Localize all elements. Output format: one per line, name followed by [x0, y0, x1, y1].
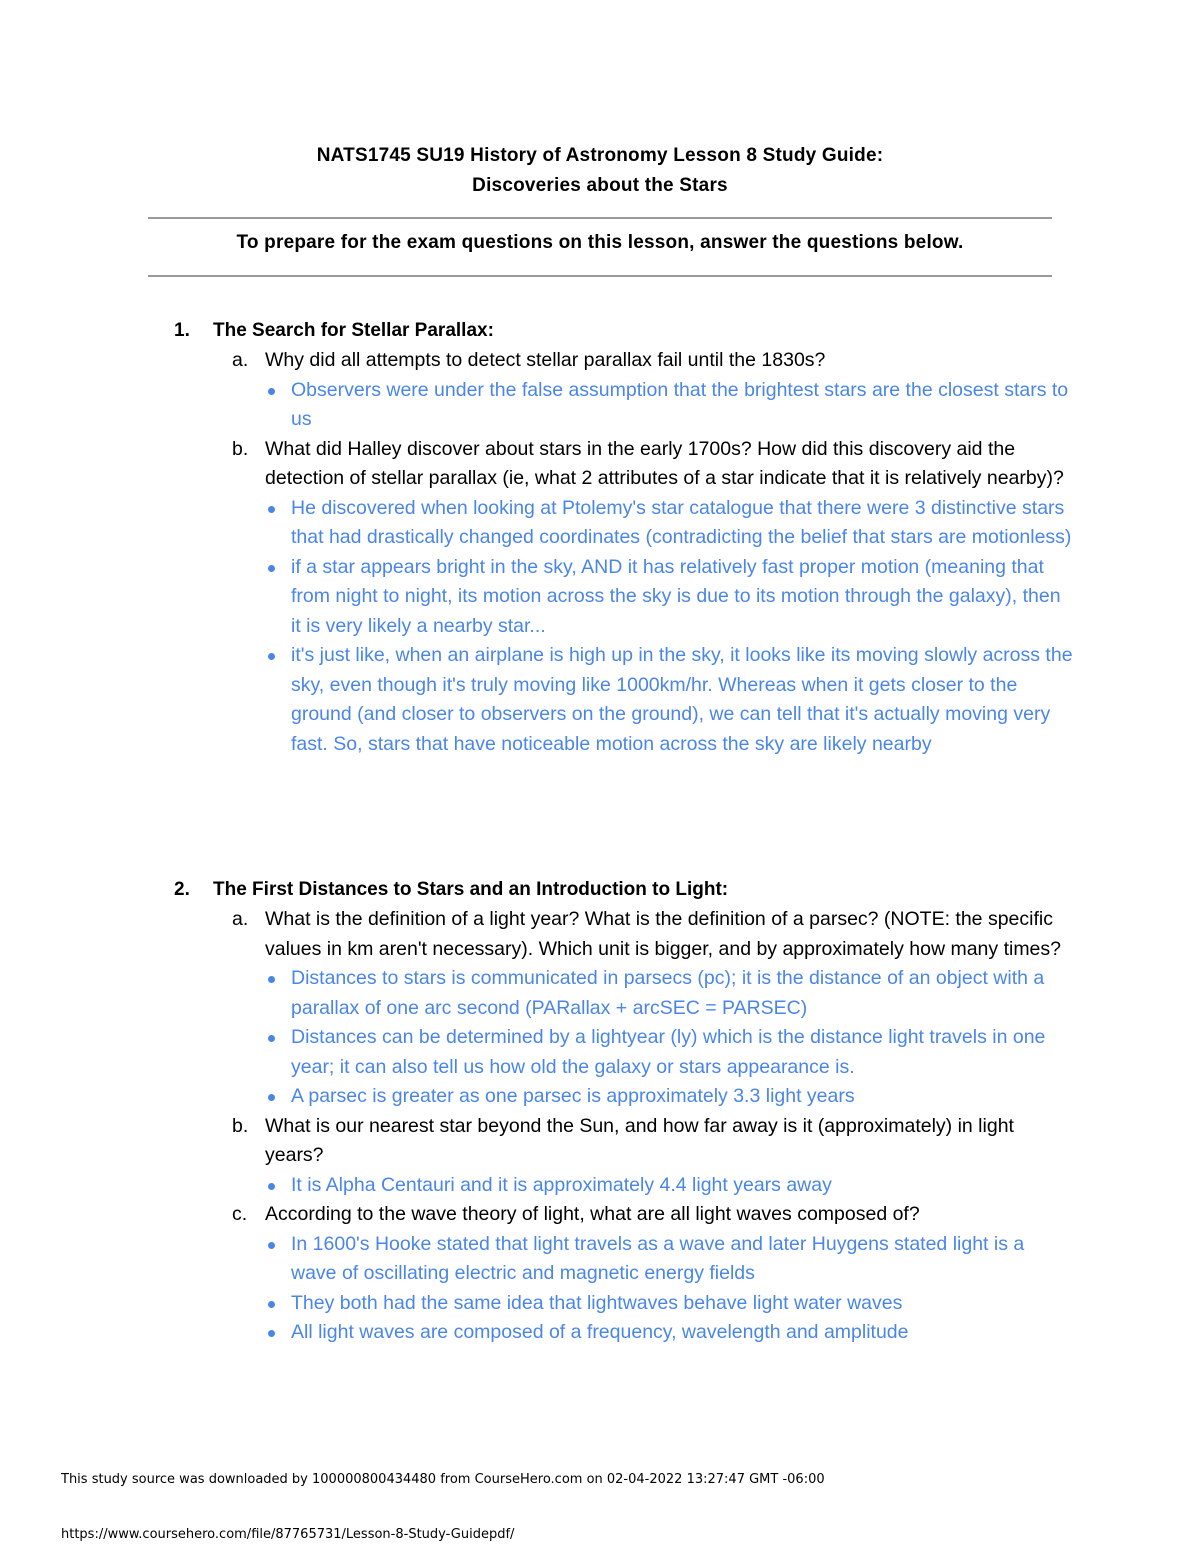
answer-item	[174, 1171, 1074, 1201]
bullet-icon	[268, 1330, 275, 1337]
question-2c	[174, 1200, 1074, 1230]
question-text: According to the wave theory of light, what are all light waves composed of?	[265, 1203, 920, 1225]
question-letter: a.	[232, 908, 249, 930]
section-distances-and-light	[174, 875, 1074, 1348]
answer-item	[174, 1023, 1074, 1082]
section-stellar-parallax	[174, 316, 1074, 759]
section-number: 1.	[174, 320, 190, 341]
question-text: What did Halley discover about stars in the early 1700s? How did this discovery aid the detection of stellar parallax (ie, what 2 attributes of a star indicate that it is relatively nearby)?	[265, 437, 1064, 489]
bullet-icon	[268, 506, 275, 513]
bullet-icon	[268, 653, 275, 660]
question-letter: a.	[232, 349, 249, 371]
answer-item	[174, 1289, 1074, 1319]
bottom-divider	[148, 275, 1052, 277]
title-line-1: NATS1745 SU19 History of Astronomy Lesson 8 Study Guide:	[316, 145, 884, 166]
answer-text: It is Alpha Centauri and it is approximately 4.4 light years away	[291, 1173, 832, 1196]
question-1a	[174, 346, 1074, 376]
bullet-icon	[268, 388, 275, 395]
title-line-2: Discoveries about the Stars	[472, 175, 728, 196]
section-title	[174, 316, 1074, 346]
question-text: What is the definition of a light year? What is the definition of a parsec? (NOTE: the specific values in km aren't necessary). Which unit is bigger, and by approximately how many times?	[265, 908, 1061, 960]
instruction-text: To prepare for the exam questions on this lesson, answer the questions below.	[236, 232, 964, 253]
section-number: 2.	[174, 879, 190, 900]
answer-item	[174, 494, 1074, 553]
answer-text: Observers were under the false assumption that the brightest stars are the closest stars to us	[291, 378, 1069, 430]
answer-text: All light waves are composed of a frequency, wavelength and amplitude	[291, 1321, 909, 1343]
answer-item	[174, 553, 1074, 642]
question-2b	[174, 1112, 1074, 1171]
section-title	[174, 875, 1074, 905]
answer-text: A parsec is greater as one parsec is approximately 3.3 light years	[291, 1085, 855, 1107]
bullet-icon	[268, 1183, 275, 1190]
answer-item	[174, 1230, 1074, 1289]
document-header	[148, 141, 1052, 201]
answer-text: Distances to stars is communicated in parsecs (pc); it is the distance of an object with a parallax of one arc second (PARallax + arcSEC = PARSEC)	[291, 967, 1045, 1019]
question-1b	[174, 435, 1074, 494]
top-divider	[148, 217, 1052, 219]
answer-text: Distances can be determined by a lightyear (ly) which is the distance light travels in one year; it can also tell us how old the galaxy or stars appearance is.	[291, 1026, 1046, 1078]
section-title-text: The Search for Stellar Parallax:	[213, 320, 494, 341]
bullet-icon	[268, 1094, 275, 1101]
bullet-icon	[268, 976, 275, 983]
question-text: What is our nearest star beyond the Sun, and how far away is it (approximately) in light years?	[265, 1114, 1014, 1166]
section-title-text: The First Distances to Stars and an Introduction to Light:	[213, 879, 729, 900]
answer-item	[174, 1318, 1074, 1348]
question-text: Why did all attempts to detect stellar parallax fail until the 1830s?	[265, 349, 826, 371]
download-source-note: This study source was downloaded by 100000800434480 from CourseHero.com on 02-04-2022 13:27:47 GMT -06:00	[61, 1472, 825, 1487]
bullet-icon	[268, 1242, 275, 1249]
answer-text: In 1600's Hooke stated that light travels as a wave and later Huygens stated light is a wave of oscillating electric and magnetic energy fields	[291, 1232, 1025, 1284]
answer-item	[174, 1082, 1074, 1112]
answer-item	[174, 376, 1074, 435]
bullet-icon	[268, 1035, 275, 1042]
answer-text: it's just like, when an airplane is high up in the sky, it looks like its moving slowly across the sky, even though it's truly moving like 1000km/hr. Whereas when it gets closer to the ground (and closer to observers on the ground), we can tell that it's actually moving very fast. So, stars that have noticeable motion across the sky are likely nearby	[291, 644, 1073, 755]
question-letter: b.	[232, 437, 249, 460]
bullet-icon	[268, 565, 275, 572]
bullet-icon	[268, 1301, 275, 1308]
question-2a	[174, 905, 1074, 964]
question-letter: b.	[232, 1114, 249, 1137]
answer-text: He discovered when looking at Ptolemy's star catalogue that there were 3 distinctive stars that had drastically changed coordinates (contradicting the belief that stars are motionless)	[291, 496, 1072, 548]
answer-text: if a star appears bright in the sky, AND it has relatively fast proper motion (meaning that from night to night, its motion across the sky is due to its motion through the galaxy), then it is very likely a nearby star...	[291, 555, 1061, 637]
answer-text: They both had the same idea that lightwaves behave light water waves	[291, 1291, 903, 1314]
answer-item	[174, 964, 1074, 1023]
question-letter: c.	[232, 1203, 248, 1225]
answer-item	[174, 641, 1074, 759]
source-url-link[interactable]: https://www.coursehero.com/file/87765731/Lesson-8-Study-Guidepdf/	[61, 1527, 515, 1542]
